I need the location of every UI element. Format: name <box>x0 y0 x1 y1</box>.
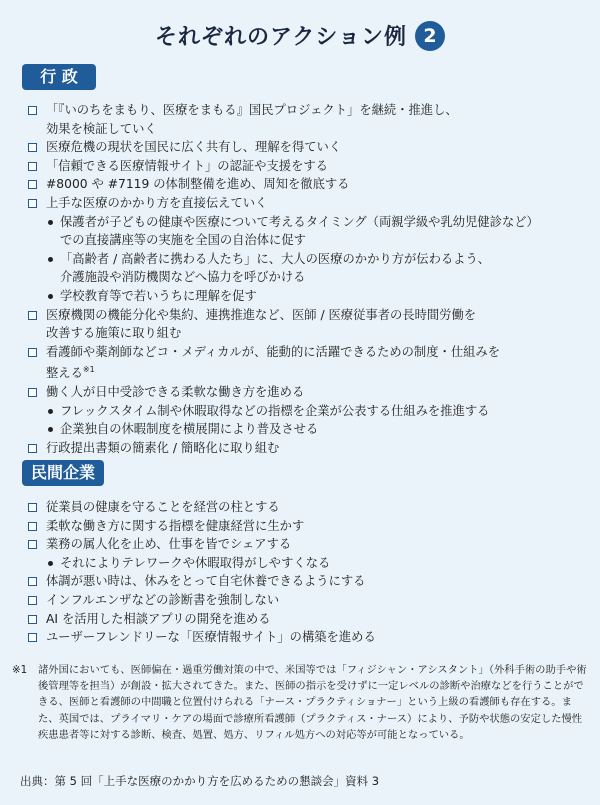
list-item <box>28 498 588 517</box>
checkbox-square-icon <box>28 180 37 189</box>
list-item <box>28 306 588 343</box>
list-item <box>28 175 588 194</box>
checkbox-square-icon <box>28 522 37 531</box>
sub-list-item <box>28 402 588 421</box>
checkbox-square-icon <box>28 199 37 208</box>
item-text: 上手な医療のかかり方を直接伝えていく <box>46 195 268 210</box>
item-text: 「『いのちをまもり、医療をまもる』国民プロジェクト」を継続・推進し、 <box>46 103 458 117</box>
gyosei-list <box>28 101 588 457</box>
item-text: 体調が悪い時は、休みをとって自宅休養できるようにする <box>46 574 366 589</box>
checkbox-square-icon <box>28 444 37 453</box>
sub-item-text: 企業独自の休暇制度を横展開により普及させる <box>60 422 319 437</box>
sub-item-text: 学校教育等で若いうちに理解を促す <box>60 288 257 303</box>
checkbox-square-icon <box>28 311 37 320</box>
bullet-dot-icon <box>48 220 53 225</box>
sub-item-text-cont: 介護施設や消防機関などへ協力を呼びかける <box>60 270 306 285</box>
checkbox-square-icon <box>28 143 37 152</box>
item-text: 行政提出書類の簡素化 / 簡略化に取り組む <box>46 440 280 455</box>
list-item <box>28 194 588 213</box>
item-text: 医療危機の現状を国民に広く共有し、理解を得ていく <box>46 140 342 155</box>
checkbox-square-icon <box>28 106 37 115</box>
sub-item-text-cont: での直接講座等の実施を全国の自治体に促す <box>60 233 306 248</box>
bullet-dot-icon <box>48 427 53 432</box>
bullet-dot-icon <box>48 409 53 414</box>
sub-item-text: それによりテレワークや休暇取得がしやすくなる <box>60 555 331 570</box>
item-text-cont-main: 整える <box>46 366 83 381</box>
item-text-cont <box>46 361 588 383</box>
page-title: それぞれのアクション例 <box>155 25 407 50</box>
sub-item-text: フレックスタイム制や休暇取得などの指標を企業が公表する仕組みを推進する <box>60 403 490 418</box>
bullet-dot-icon <box>48 561 53 566</box>
sub-item-text: 「高齢者 / 高齢者に携わる人たち」に、大人の医療のかかり方が伝わるよう、 <box>60 251 491 266</box>
item-text: 「信頼できる医療情報サイト」の認証や支援をする <box>46 158 328 173</box>
checkbox-square-icon <box>28 577 37 586</box>
title-number-badge: 2 <box>415 21 445 51</box>
minkan-list <box>28 498 588 647</box>
section-label-gyosei: 行 政 <box>22 64 96 90</box>
item-text-cont: 改善する施策に取り組む <box>46 326 182 341</box>
item-text: AI を活用した相談アプリの開発を進める <box>46 611 271 626</box>
checkbox-square-icon <box>28 540 37 549</box>
checkbox-square-icon <box>28 162 37 171</box>
footnote-text: 諸外国においても、医師偏在・過重労働対策の中で、米国等では「フィジシャン・アシスタント」（外科手術の助手や術後管理等を担当）が創設・拡大されてきた。また、医師の指示を受けずに一定レベルの診断や治療などを行うことができる、医師と看護師の中間職と位置付けられる「ナース・プラクティショナー」という上級の看護師も存在する。また、英国では、プライマリ・ケアの場面で診療所看護師（プラクティス・ナース）により、予防や状態の安定した慢性疾患患者等に対する診断、検査、処置、処方、リフィル処方への対応等が可能となっている。 <box>38 664 587 741</box>
item-text: 看護師や薬剤師などコ・メディカルが、能動的に活躍できるための制度・仕組みを <box>46 344 501 359</box>
sub-list-item <box>28 250 588 287</box>
item-text: 医療機関の機能分化や集約、連携推進など、医師 / 医療従事者の長時間労働を <box>46 307 477 322</box>
sub-list-item <box>28 287 588 306</box>
item-text: インフルエンザなどの診断書を強制しない <box>46 592 280 607</box>
sub-item-text: 保護者が子どもの健康や医療について考えるタイミング（両親学級や乳幼児健診など） <box>60 214 539 229</box>
list-item <box>28 572 588 591</box>
checkbox-square-icon <box>28 388 37 397</box>
list-item <box>28 157 588 176</box>
list-item <box>28 383 588 402</box>
checkbox-square-icon <box>28 596 37 605</box>
list-item <box>28 138 588 157</box>
checkbox-square-icon <box>28 503 37 512</box>
section-label-minkan: 民間企業 <box>22 460 104 486</box>
item-text: 柔軟な働き方に関する指標を健康経営に生かす <box>46 518 305 533</box>
checkbox-square-icon <box>28 615 37 624</box>
item-text: 業務の属人化を止め、仕事を皆でシェアする <box>46 537 292 552</box>
bullet-dot-icon <box>48 257 53 262</box>
list-item <box>28 343 588 383</box>
list-item <box>28 517 588 536</box>
list-item <box>28 535 588 554</box>
checkbox-square-icon <box>28 633 37 642</box>
item-text: #8000 や #7119 の体制整備を進め、周知を徹底する <box>46 177 350 192</box>
source-citation: 出典：第 5 回「上手な医療のかかり方を広めるための懇談会」資料 3 <box>20 774 380 788</box>
footnote-ref: ※1 <box>82 365 95 375</box>
title-row <box>0 20 600 51</box>
footnote <box>12 662 588 743</box>
list-item <box>28 591 588 610</box>
sub-list-item <box>28 554 588 573</box>
footnote-mark: ※1 <box>12 664 28 676</box>
list-item <box>28 439 588 458</box>
list-item <box>28 101 588 138</box>
sub-list-item <box>28 420 588 439</box>
sub-list-item <box>28 213 588 250</box>
item-text-cont: 効果を検証していく <box>46 121 157 136</box>
item-text: ユーザーフレンドリーな「医療情報サイト」の構築を進める <box>46 630 376 645</box>
checkbox-square-icon <box>28 348 37 357</box>
bullet-dot-icon <box>48 294 53 299</box>
list-item <box>28 610 588 629</box>
item-text: 働く人が日中受診できる柔軟な働き方を進める <box>46 385 305 399</box>
list-item <box>28 628 588 647</box>
item-text: 従業員の健康を守ることを経営の柱とする <box>46 500 280 514</box>
